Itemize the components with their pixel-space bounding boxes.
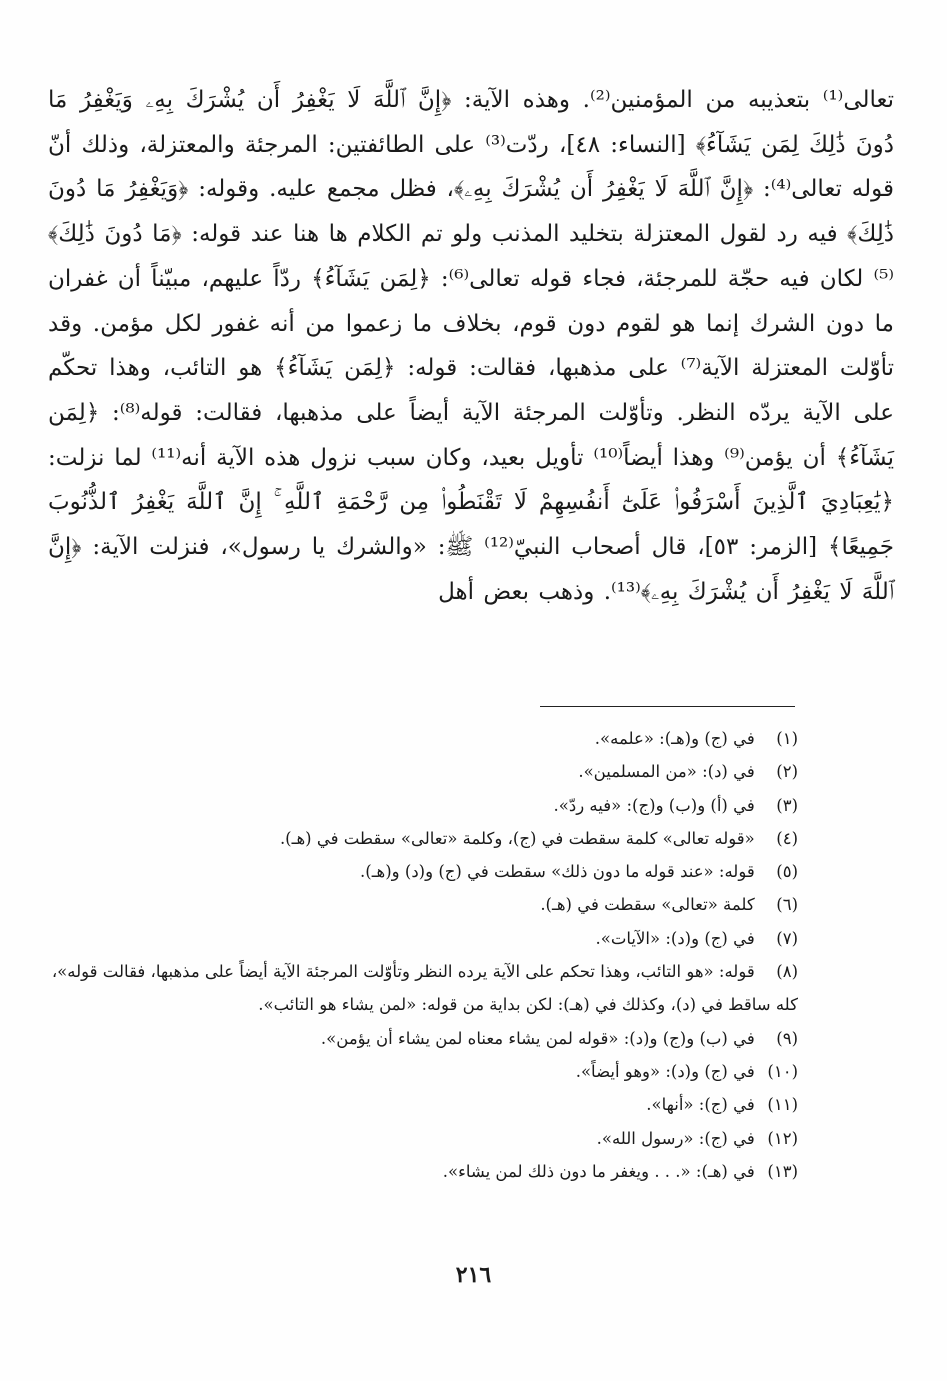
footnote-number: (٣) [776, 795, 798, 815]
page-number: ٢١٦ [455, 1262, 492, 1288]
footnote-number: (١) [776, 729, 798, 748]
footnote-number: (٢) [776, 762, 798, 782]
footnote-number: (١٣) [767, 1161, 798, 1181]
footnote-text: في (ب) و(ج) و(د): «قوله لمن يشاء معناه لمن يشاء أن يؤمن». [320, 1028, 755, 1048]
footnote-13 [48, 1155, 798, 1188]
footnote-text: في (ج): «رسول الله». [596, 1128, 755, 1148]
footnote-7 [48, 922, 798, 955]
footnote-number: (٧) [776, 928, 798, 948]
footnote-number: (٦) [776, 895, 798, 915]
footnote-text: في (د): «من المسلمين». [578, 762, 755, 782]
main-text [48, 78, 894, 614]
footnote-4 [48, 822, 798, 855]
footnote-11 [48, 1088, 798, 1121]
footnote-8 [48, 955, 798, 1022]
footnote-text: في (هـ): «. . . ويغفر ما دون ذلك لمن يشاء». [442, 1161, 755, 1181]
footnote-1 [48, 722, 798, 755]
footnote-2 [48, 755, 798, 788]
footnotes-list [48, 722, 798, 1188]
footnote-text: في (ج) و(د): «وهو أيضاً». [575, 1061, 755, 1081]
footnote-6 [48, 888, 798, 921]
footnote-12 [48, 1122, 798, 1155]
footnote-text: قوله: «هو التائب، وهذا تحكم على الآية يرده النظر وتأوّلت المرجئة الآية أيضاً على مذهبها، فقالت قوله»، كله ساقط في (د)، وكذلك في (هـ): لكن بداية من قوله: «لمن يشاء هو التائب». [51, 962, 798, 1015]
footnote-text: في (ج): «أنها». [646, 1095, 755, 1115]
main-paragraph: تعالى⁽¹⁾ بتعذيبه من المؤمنين⁽²⁾. وهذه الآية: ﴿إِنَّ ٱللَّهَ لَا يَغْفِرُ أَن يُشْرَكَ بِهِۦ وَيَغْفِرُ مَا دُونَ ذَٰلِكَ لِمَن يَشَآءُ﴾ [النساء: ٤٨]، ردّت⁽³⁾ على الطائفتين: المرجئة والمعتزلة، وذلك أنّ قوله تعالى⁽⁴⁾: ﴿إِنَّ ٱللَّهَ لَا يَغْفِرُ أَن يُشْرَكَ بِهِۦ﴾، فظل مجمع عليه. وقوله: ﴿وَيَغْفِرُ مَا دُونَ ذَٰلِكَ﴾ فيه رد لقول المعتزلة بتخليد المذنب ولو تم الكلام ها هنا عند قوله: ﴿مَا دُونَ ذَٰلِكَ﴾⁽⁵⁾ لكان فيه حجّة للمرجئة، فجاء قوله تعالى⁽⁶⁾: ﴿لِمَن يَشَآءُ﴾ ردّاً عليهم، مبيّناً أن غفران ما دون الشرك إنما هو لقوم دون قوم، بخلاف ما زعموا من أنه غفور لكل مؤمن. وقد تأوّلت المعتزلة الآية⁽⁷⁾ على مذهبها، فقالت: قوله: ﴿لِمَن يَشَآءُ﴾ هو التائب، وهذا تحكّم على الآية يردّه النظر. وتأوّلت المرجئة الآية أيضاً على مذهبها، فقالت: قوله⁽⁸⁾: ﴿لِمَن يَشَآءُ﴾ أن يؤمن⁽⁹⁾ وهذا أيضاً⁽¹⁰⁾ تأويل بعيد، وكان سبب نزول هذه الآية أنه⁽¹¹⁾ لما نزلت: ﴿يَٰعِبَادِيَ ٱلَّذِينَ أَسْرَفُوا۟ عَلَىٰٓ أَنفُسِهِمْ لَا تَقْنَطُوا۟ مِن رَّحْمَةِ ٱللَّهِ ۚ إِنَّ ٱللَّهَ يَغْفِرُ ٱلذُّنُوبَ جَمِيعًا﴾ [الزمر: ٥٣]، قال أصحاب النبيّ⁽¹²⁾ ﷺ: «والشرك يا رسول»، فنزلت الآية: ﴿إِنَّ ٱللَّهَ لَا يَغْفِرُ أَن يُشْرَكَ بِهِۦ﴾⁽¹³⁾. وذهب بعض أهل [48, 87, 895, 605]
footnote-5 [48, 855, 798, 888]
footnote-number: (٨) [776, 962, 798, 982]
footnote-10 [48, 1055, 798, 1088]
footnote-separator [540, 706, 795, 707]
footnote-number: (٩) [776, 1028, 798, 1048]
footnote-number: (١٠) [767, 1061, 798, 1081]
footnote-number: (٤) [776, 828, 798, 848]
footnote-number: (١١) [767, 1095, 798, 1115]
footnote-number: (١٢) [767, 1128, 798, 1148]
footnote-text: في (أ) و(ب) و(ج): «فيه ردّ». [553, 795, 755, 815]
footnote-number: (٥) [776, 862, 798, 882]
footnote-text: «قوله تعالى» كلمة سقطت في (ج)، وكلمة «تعالى» سقطت في (هـ). [279, 828, 755, 848]
footnote-text: في (ج) و(د): «الآيات». [595, 928, 755, 948]
footnote-text: قوله: «عند قوله ما دون ذلك» سقطت في (ج) و(د) و(هـ). [360, 862, 755, 882]
footnote-9 [48, 1022, 798, 1055]
footnote-3 [48, 789, 798, 822]
footnote-text: في (ج) و(هـ): «علمه». [594, 729, 755, 748]
footnote-text: كلمة «تعالى» سقطت في (هـ). [540, 895, 755, 915]
